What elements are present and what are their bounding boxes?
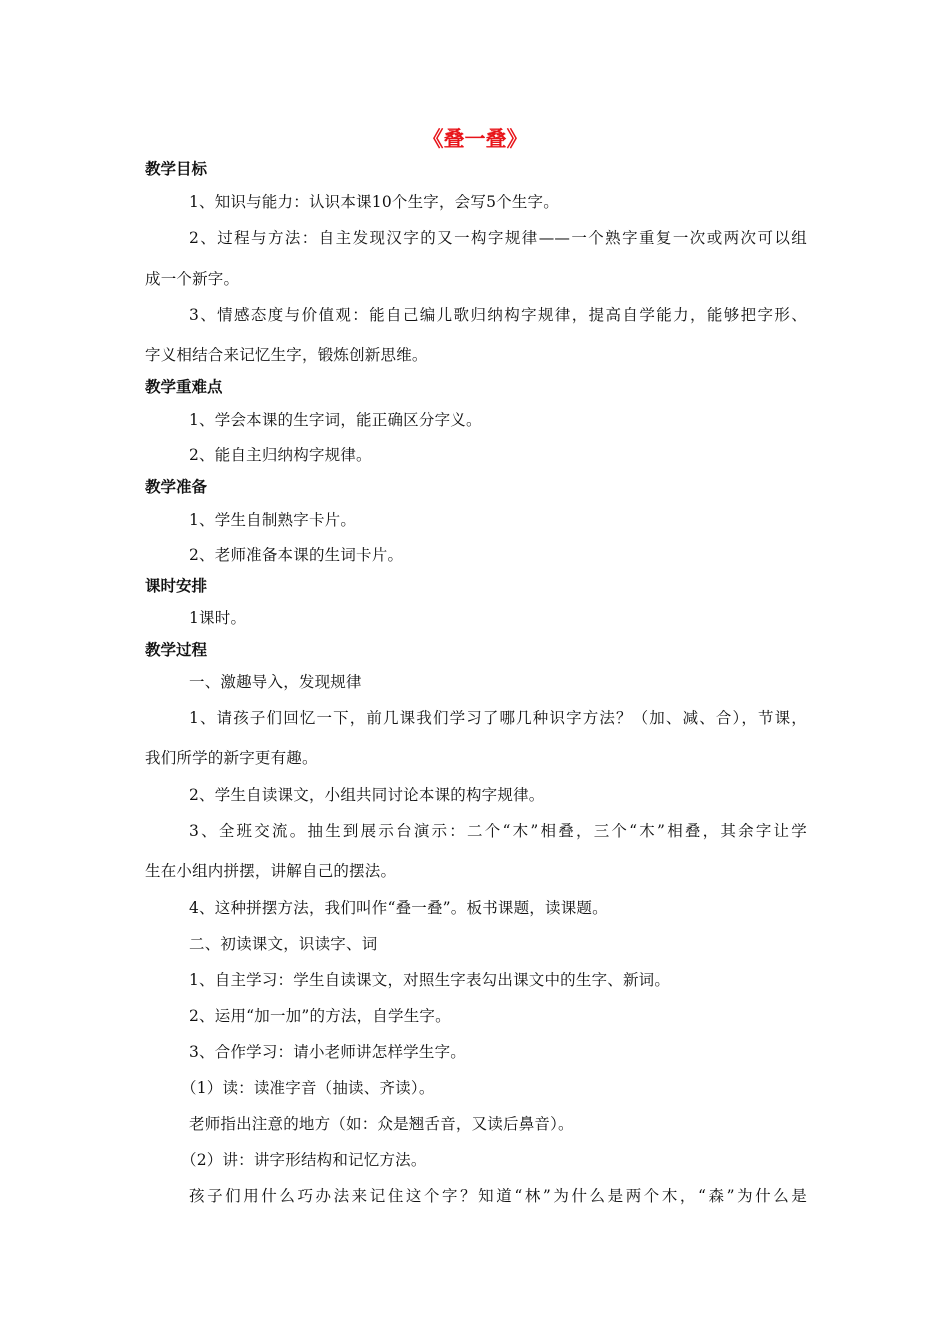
heading-schedule: 课时安排 [145, 577, 208, 595]
paragraph: 2、过程与方法：自主发现汉字的又一构字规律——一个熟字重复一次或两次可以组 [189, 229, 807, 247]
paragraph: 3、情感态度与价值观：能自己编儿歌归纳构字规律，提高自学能力，能够把字形、 [189, 306, 807, 324]
paragraph: 2、老师准备本课的生词卡片。 [189, 546, 404, 564]
paragraph: 我们所学的新字更有趣。 [145, 749, 318, 767]
paragraph: 3、全班交流。抽生到展示台演示：二个“木”相叠，三个“木”相叠，其余字让学 [189, 822, 807, 840]
paragraph: 2、能自主归纳构字规律。 [189, 446, 372, 464]
paragraph: 1、知识与能力：认识本课10个生字，会写5个生字。 [189, 193, 559, 211]
paragraph: 3、合作学习：请小老师讲怎样学生字。 [189, 1043, 466, 1061]
paragraph: 1课时。 [189, 609, 247, 627]
document-title: 《叠一叠》 [422, 127, 528, 151]
paragraph: 老师指出注意的地方（如：众是翘舌音，又读后鼻音）。 [189, 1115, 574, 1133]
paragraph: 2、运用“加一加”的方法，自学生字。 [189, 1007, 451, 1025]
paragraph: 1、请孩子们回忆一下，前几课我们学习了哪几种识字方法？（加、减、合），节课， [189, 709, 807, 727]
paragraph: 1、自主学习：学生自读课文，对照生字表勾出课文中的生字、新词。 [189, 971, 671, 989]
paragraph: 2、学生自读课文，小组共同讨论本课的构字规律。 [189, 786, 545, 804]
paragraph: 4、这种拼摆方法，我们叫作“叠一叠”。板书课题，读课题。 [189, 899, 608, 917]
heading-preparation: 教学准备 [145, 478, 208, 496]
paragraph: （2）讲：讲字形结构和记忆方法。 [181, 1151, 427, 1169]
paragraph: 1、学会本课的生字词，能正确区分字义。 [189, 411, 482, 429]
paragraph: 生在小组内拼摆，讲解自己的摆法。 [145, 862, 397, 880]
paragraph: 二、初读课文，识读字、词 [189, 935, 378, 953]
heading-teaching-goals: 教学目标 [145, 160, 208, 178]
paragraph: 1、学生自制熟字卡片。 [189, 511, 357, 529]
paragraph: 一、激趣导入，发现规律 [189, 673, 362, 691]
heading-teaching-process: 教学过程 [145, 641, 208, 659]
paragraph: （1）读：读准字音（抽读、齐读）。 [181, 1079, 435, 1097]
paragraph: 成一个新字。 [145, 270, 240, 288]
paragraph: 字义相结合来记忆生字，锻炼创新思维。 [145, 346, 428, 364]
paragraph: 孩子们用什么巧办法来记住这个字？知道“林”为什么是两个木，“森”为什么是 [189, 1187, 807, 1205]
heading-key-points: 教学重难点 [145, 378, 223, 396]
